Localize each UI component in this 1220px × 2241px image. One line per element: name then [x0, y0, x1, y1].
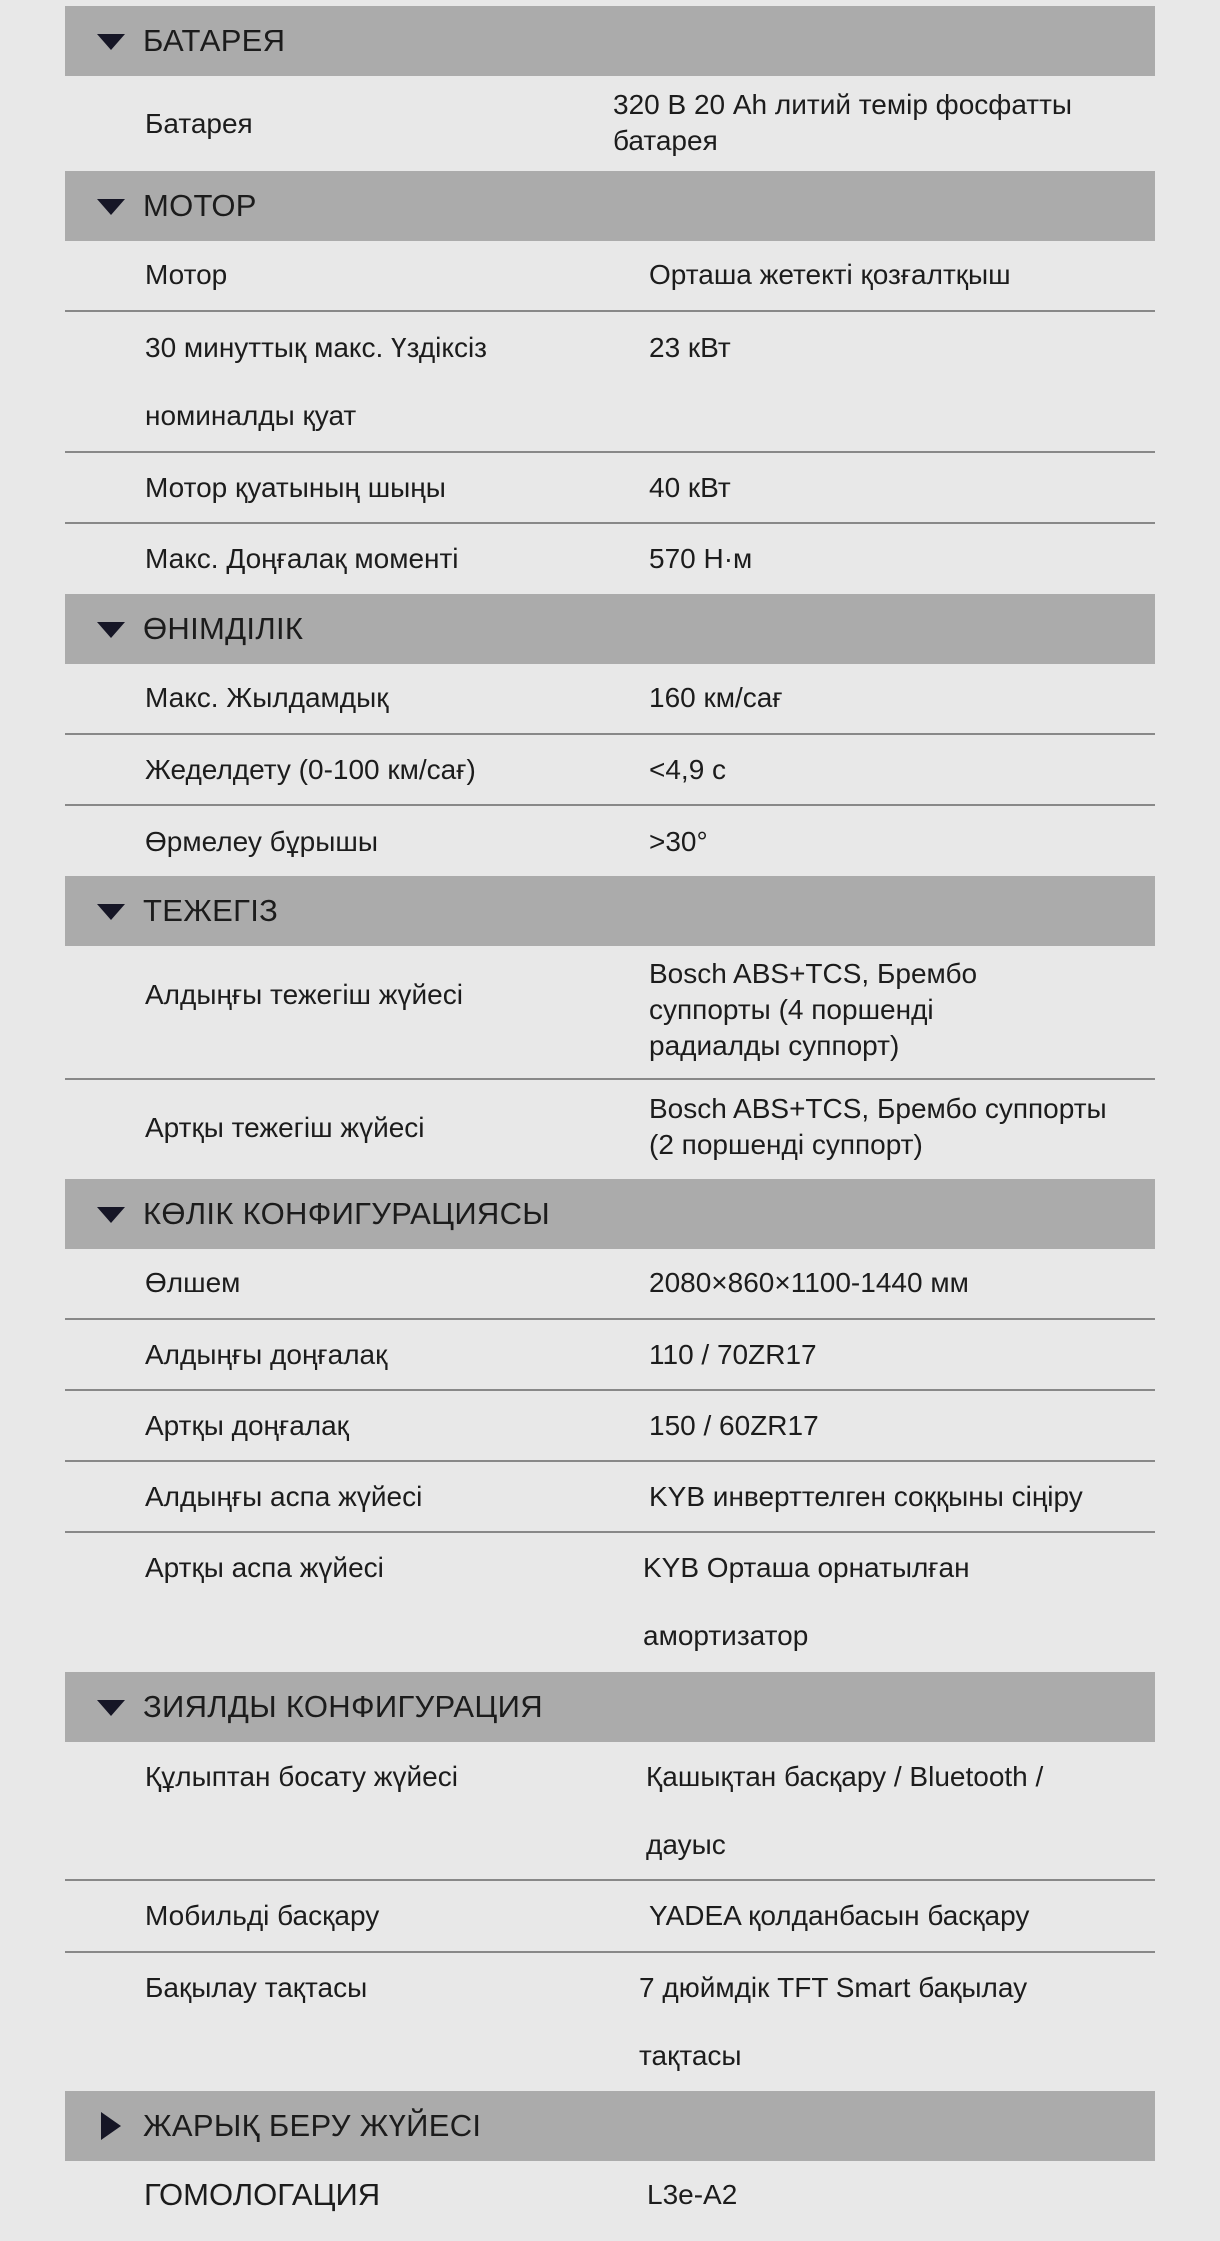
section-title: МОТОР — [143, 188, 257, 223]
spec-value: >30° — [649, 826, 708, 857]
spec-label: Өлшем — [145, 1267, 241, 1298]
spec-label: Алдыңғы доңғалақ — [145, 1339, 388, 1370]
spec-label: 30 минуттық макс. Үздіксіз номиналды қуат — [145, 332, 488, 431]
spec-label: Макс. Доңғалақ моменті — [145, 543, 459, 574]
spec-row — [65, 1391, 1155, 1462]
caret-down-icon — [97, 1700, 125, 1716]
spec-label: Макс. Жылдамдық — [145, 682, 389, 713]
spec-label: Жеделдету (0-100 км/сағ) — [145, 754, 476, 785]
caret-down-icon — [97, 1207, 125, 1223]
spec-label: Алдыңғы тежегіш жүйесі — [145, 979, 463, 1010]
section-title: КӨЛІК КОНФИГУРАЦИЯСЫ — [143, 1196, 551, 1231]
spec-row — [65, 1320, 1155, 1391]
spec-label: Батарея — [145, 108, 253, 139]
spec-row — [65, 524, 1155, 594]
spec-value: <4,9 с — [649, 754, 727, 785]
spec-label: Артқы аспа жүйесі — [145, 1552, 384, 1583]
homologation-value: L3e-A2 — [647, 2179, 738, 2210]
section-header-motor[interactable] — [65, 171, 1155, 241]
spec-label: Артқы тежегіш жүйесі — [145, 1112, 425, 1143]
spec-value: KYB Орташа орнатылған амортизатор — [643, 1552, 970, 1651]
spec-row — [65, 1742, 1155, 1881]
spec-label: Алдыңғы аспа жүйесі — [145, 1481, 423, 1512]
caret-down-icon — [97, 199, 125, 215]
spec-row — [65, 946, 1155, 1080]
spec-label: Құлыптан босату жүйесі — [145, 1761, 458, 1792]
spec-row — [65, 1462, 1155, 1533]
spec-value: Орташа жетекті қозғалтқыш — [649, 259, 1011, 290]
spec-label: Мотор — [145, 259, 228, 290]
homologation-label: ГОМОЛОГАЦИЯ — [144, 2177, 381, 2212]
spec-label: Бақылау тақтасы — [145, 1972, 368, 2003]
homologation-row — [65, 2161, 1155, 2231]
caret-down-icon — [97, 622, 125, 638]
spec-value: Bosch ABS+TCS, Брембо суппорты (2 поршенді суппорт) — [649, 1093, 1107, 1160]
spec-label: Мобильді басқару — [145, 1900, 380, 1931]
spec-row — [65, 453, 1155, 524]
spec-label: Артқы доңғалақ — [145, 1410, 349, 1441]
spec-value: 40 кВт — [649, 472, 731, 503]
spec-value: 7 дюймдік TFT Smart бақылау тақтасы — [639, 1972, 1028, 2071]
section-header-vehicle-config[interactable] — [65, 1179, 1155, 1249]
spec-value: YADEA қолданбасын басқару — [649, 1900, 1030, 1931]
spec-row — [65, 312, 1155, 453]
section-title: ТЕЖЕГІЗ — [143, 893, 279, 928]
spec-row — [65, 1533, 1155, 1672]
spec-row — [65, 241, 1155, 312]
section-header-smart-config[interactable] — [65, 1672, 1155, 1742]
section-title: ӨНІМДІЛІК — [143, 611, 304, 646]
spec-value: 2080×860×1100-1440 мм — [649, 1267, 969, 1298]
spec-value: KYB инверттелген соққыны сіңіру — [649, 1481, 1083, 1512]
spec-label: Өрмелеу бұрышы — [145, 826, 378, 857]
spec-label: Мотор қуатының шыңы — [145, 472, 446, 503]
caret-down-icon — [97, 904, 125, 920]
spec-row — [65, 1881, 1155, 1953]
section-header-lighting[interactable] — [65, 2091, 1155, 2161]
caret-down-icon — [97, 34, 125, 50]
spec-value: Қашықтан басқару / Bluetooth / дауыс — [646, 1761, 1044, 1860]
spec-row — [65, 1249, 1155, 1320]
spec-value: 23 кВт — [649, 332, 731, 363]
spec-value: 320 В 20 Ah литий темір фосфатты батарея — [613, 89, 1073, 156]
section-header-battery[interactable] — [65, 6, 1155, 76]
spec-row — [65, 76, 1155, 171]
caret-right-icon — [101, 2112, 121, 2140]
spec-value: 570 Н·м — [649, 543, 753, 574]
spec-row — [65, 735, 1155, 806]
spec-row — [65, 1080, 1155, 1179]
spec-row — [65, 806, 1155, 876]
spec-value: 160 км/сағ — [649, 682, 783, 713]
section-header-performance[interactable] — [65, 594, 1155, 664]
spec-table — [65, 6, 1155, 2231]
spec-row — [65, 664, 1155, 735]
spec-value: 110 / 70ZR17 — [649, 1339, 817, 1370]
section-header-brakes[interactable] — [65, 876, 1155, 946]
spec-value: Bosch ABS+TCS, Брембо суппорты (4 поршенді радиалды суппорт) — [649, 958, 978, 1061]
section-title: ЗИЯЛДЫ КОНФИГУРАЦИЯ — [143, 1689, 543, 1724]
section-title: БАТАРЕЯ — [143, 23, 286, 58]
section-title: ЖАРЫҚ БЕРУ ЖҮЙЕСІ — [143, 2108, 482, 2143]
spec-row — [65, 1953, 1155, 2091]
spec-value: 150 / 60ZR17 — [649, 1410, 819, 1441]
